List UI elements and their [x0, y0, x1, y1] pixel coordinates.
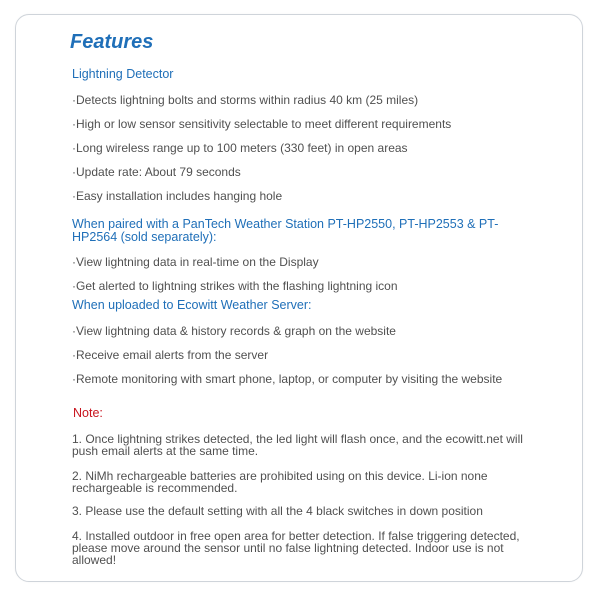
- feature-item: [72, 324, 396, 339]
- feature-item: [72, 93, 418, 108]
- note-item: 3. Please use the default setting with all the 4 black switches in down position: [72, 504, 483, 518]
- feature-item: [72, 255, 319, 270]
- note-item: 2. NiMh rechargeable batteries are prohibited using on this device. Li-ion none rechargeable is recommended.: [72, 469, 488, 495]
- note-item: 4. Installed outdoor in free open area for better detection. If false triggering detected, please move around the sensor until no false lightning detected. Indoor use is not allowed!: [72, 529, 520, 567]
- note-item: 1. Once lightning strikes detected, the led light will flash once, and the ecowitt.net will push email alerts at the same time.: [72, 432, 523, 458]
- feature-item-text: View lightning data & history records & graph on the website: [76, 324, 396, 338]
- section-heading-lightning-detector: Lightning Detector: [72, 67, 174, 81]
- feature-item: [72, 117, 451, 132]
- bullet-marker: ·: [72, 372, 76, 386]
- section-heading-ecowitt-server: When uploaded to Ecowitt Weather Server:: [72, 298, 312, 312]
- bullet-marker: ·: [72, 93, 76, 107]
- feature-item-text: Remote monitoring with smart phone, laptop, or computer by visiting the website: [76, 372, 503, 386]
- bullet-marker: ·: [72, 324, 76, 338]
- feature-item-text: High or low sensor sensitivity selectable to meet different requirements: [76, 117, 452, 131]
- feature-item-text: Update rate: About 79 seconds: [76, 165, 241, 179]
- feature-item-text: Get alerted to lightning strikes with the flashing lightning icon: [76, 279, 398, 293]
- section-heading-paired-station: When paired with a PanTech Weather Station PT-HP2550, PT-HP2553 & PT-HP2564 (sold separately):: [72, 217, 499, 244]
- feature-item-text: Detects lightning bolts and storms within radius 40 km (25 miles): [76, 93, 419, 107]
- bullet-marker: ·: [72, 165, 76, 179]
- bullet-marker: ·: [72, 279, 76, 293]
- page-title: Features: [70, 31, 154, 53]
- bullet-marker: ·: [72, 141, 76, 155]
- feature-item: [72, 279, 398, 294]
- feature-item: [72, 165, 241, 180]
- bullet-marker: ·: [72, 117, 76, 131]
- bullet-marker: ·: [72, 348, 76, 362]
- feature-item-text: Long wireless range up to 100 meters (330 feet) in open areas: [76, 141, 408, 155]
- feature-item: [72, 189, 282, 204]
- feature-item: [72, 141, 408, 156]
- feature-item: [72, 348, 268, 363]
- feature-item-text: Receive email alerts from the server: [76, 348, 269, 362]
- feature-item-text: View lightning data in real-time on the Display: [76, 255, 319, 269]
- note-heading: Note:: [73, 406, 103, 420]
- bullet-marker: ·: [72, 189, 76, 203]
- feature-item-text: Easy installation includes hanging hole: [76, 189, 283, 203]
- bullet-marker: ·: [72, 255, 76, 269]
- feature-item: [72, 372, 502, 387]
